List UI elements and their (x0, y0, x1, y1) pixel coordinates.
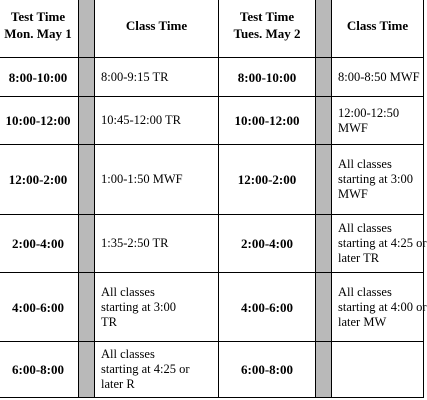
column-separator (316, 145, 332, 215)
mon-class-time (95, 145, 219, 215)
mon-test-time-text: 6:00-8:00 (12, 362, 64, 377)
mon-class-time (95, 215, 219, 273)
mon-test-time (0, 215, 79, 273)
tue-test-time-text: 6:00-8:00 (241, 362, 293, 377)
mon-test-time (0, 97, 79, 145)
tue-class-time-text: All classes starting at 4:25 or later TR (338, 221, 427, 265)
column-separator (79, 273, 95, 342)
tue-test-time-text: 8:00-10:00 (237, 69, 297, 85)
mon-class-time-text: 8:00-9:15 TR (101, 69, 169, 84)
header-class-time-2-text: Class Time (346, 17, 409, 33)
tue-test-time (219, 58, 316, 97)
mon-class-time-text: All classes starting at 4:25 or later R (101, 347, 190, 391)
tue-test-time (219, 273, 316, 342)
tue-test-time-text: 4:00-6:00 (241, 299, 293, 315)
mon-test-time (0, 273, 79, 342)
column-separator (316, 97, 332, 145)
tue-class-time (332, 145, 424, 215)
tue-class-time-text: 12:00-12:50 MWF (338, 105, 400, 135)
tue-class-time (332, 215, 427, 273)
column-separator (79, 215, 95, 273)
header-class-time-1-text: Class Time (125, 17, 188, 33)
tue-test-time (219, 145, 316, 215)
tue-test-time-text: 10:00-12:00 (234, 113, 300, 128)
mon-class-time-text: 1:35-2:50 TR (101, 236, 169, 250)
mon-class-time-text: 10:45-12:00 TR (101, 113, 181, 127)
mon-test-time-text: 10:00-12:00 (5, 113, 71, 128)
tue-test-time-text: 2:00-4:00 (241, 236, 293, 251)
mon-class-time-text: All classes starting at 3:00 TR (101, 284, 176, 329)
tue-test-time (219, 97, 316, 145)
column-separator (79, 58, 95, 97)
mon-test-time-text: 12:00-2:00 (8, 172, 68, 187)
header-test-time-mon (0, 0, 79, 58)
tue-test-time-text: 12:00-2:00 (237, 172, 297, 187)
mon-test-time (0, 342, 79, 398)
tue-class-time-text: All classes starting at 3:00 MWF (338, 157, 413, 201)
header-test-time-mon-text: Test Time Mon. May 1 (4, 9, 72, 41)
column-separator (316, 342, 332, 398)
column-separator (316, 273, 332, 342)
mon-test-time (0, 145, 79, 215)
tue-class-time (332, 273, 427, 342)
column-separator (316, 0, 332, 58)
column-separator (79, 0, 95, 58)
tue-class-time-text: 8:00-8:50 MWF (338, 69, 420, 84)
column-separator (316, 215, 332, 273)
mon-test-time-text: 8:00-10:00 (8, 69, 68, 85)
mon-test-time-text: 4:00-6:00 (12, 299, 64, 315)
mon-class-time (95, 58, 219, 97)
mon-class-time (95, 97, 219, 145)
mon-class-time-text: 1:00-1:50 MWF (101, 172, 183, 186)
column-separator (79, 145, 95, 215)
column-separator (79, 342, 95, 398)
header-test-time-tue (219, 0, 316, 58)
header-class-time-2 (332, 0, 424, 58)
tue-class-time (332, 58, 424, 97)
header-class-time-1 (95, 0, 219, 58)
mon-class-time (95, 342, 219, 398)
tue-class-time-text: All classes starting at 4:00 or later MW (338, 284, 427, 329)
mon-test-time-text: 2:00-4:00 (12, 236, 64, 251)
header-test-time-tue-text: Test Time Tues. May 2 (233, 9, 301, 41)
tue-class-time (332, 97, 424, 145)
mon-test-time (0, 58, 79, 97)
tue-test-time (219, 342, 316, 398)
tue-class-time (332, 342, 424, 398)
column-separator (79, 97, 95, 145)
mon-class-time (95, 273, 219, 342)
tue-test-time (219, 215, 316, 273)
column-separator (316, 58, 332, 97)
